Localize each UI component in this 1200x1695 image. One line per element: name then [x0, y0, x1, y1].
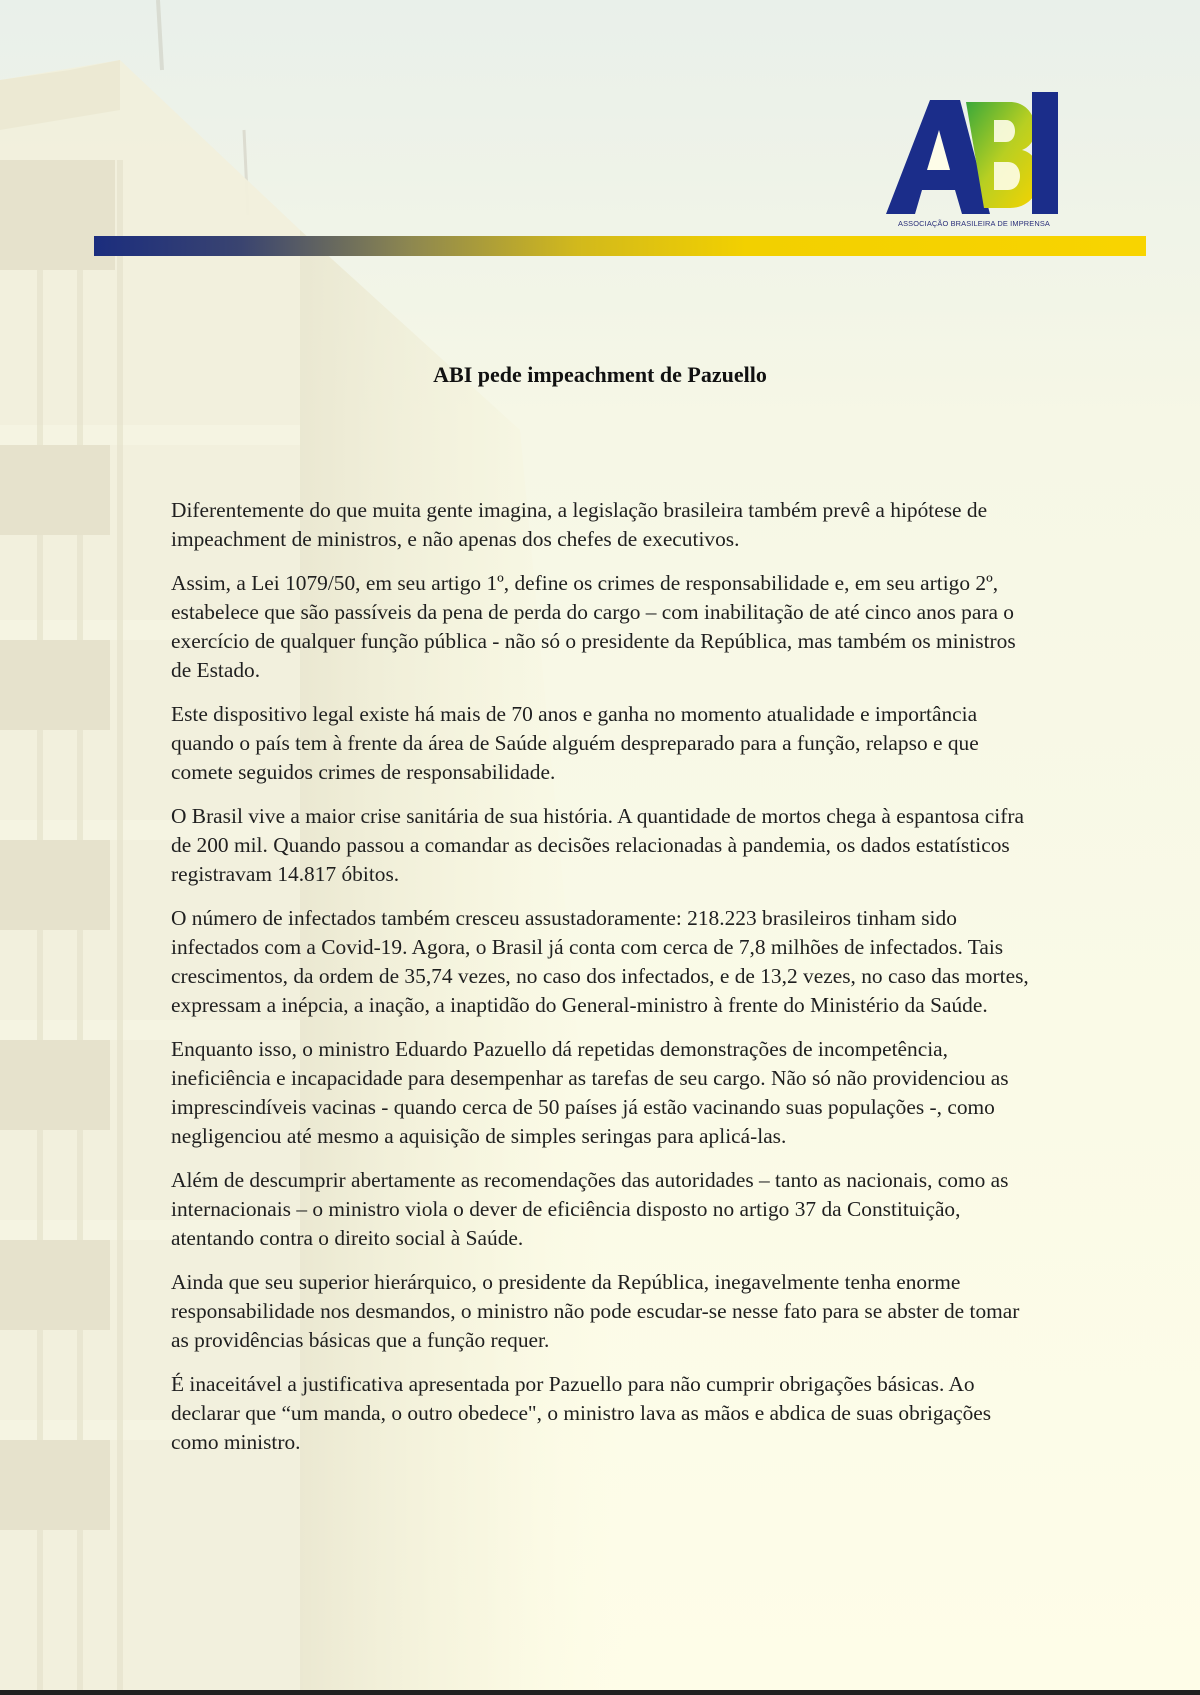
abi-logo-caption: ASSOCIAÇÃO BRASILEIRA DE IMPRENSA: [898, 219, 1050, 228]
paragraph: Além de descumprir abertamente as recomendações das autoridades – tanto as nacionais, como as internacionais – o ministro viola o dever de eficiência disposto no artigo 37 da Constituição, atentando contra o direito social à Saúde.: [171, 1168, 1009, 1250]
abi-logo: [886, 92, 1062, 232]
paragraph: Este dispositivo legal existe há mais de 70 anos e ganha no momento atualidade e importância quando o país tem à frente da área de Saúde alguém despreparado para a função, relapso e que comete seguidos crimes de responsabilidade.: [171, 702, 979, 784]
article-body: [171, 496, 1031, 1472]
paragraph: É inaceitável a justificativa apresentada por Pazuello para não cumprir obrigações básicas. Ao declarar que “um manda, o outro obedece", o ministro lava as mãos e abdica de suas obrigações como ministro.: [171, 1372, 992, 1454]
paragraph: Assim, a Lei 1079/50, em seu artigo 1º, define os crimes de responsabilidade e, em seu artigo 2º, estabelece que são passíveis da pena de perda do cargo – com inabilitação de até cinco anos para o exercício de qualquer função pública - não só o presidente da República, mas também os ministros de Estado.: [171, 571, 1016, 682]
paragraph: O Brasil vive a maior crise sanitária de sua história. A quantidade de mortos chega à espantosa cifra de 200 mil. Quando passou a comandar as decisões relacionadas à pandemia, os dados estatísticos registravam 14.817 óbitos.: [171, 804, 1024, 886]
paragraph: O número de infectados também cresceu assustadoramente: 218.223 brasileiros tinham sido infectados com a Covid-19. Agora, o Brasil já conta com cerca de 7,8 milhões de infectados. Tais crescimentos, da ordem de 35,74 vezes, no caso dos infectados, e de 13,2 vezes, no caso das mortes, expressam a inépcia, a inação, a inaptidão do General-ministro à frente do Ministério da Saúde.: [171, 906, 1029, 1017]
page-bottom-rule: [0, 1690, 1200, 1695]
paragraph: Ainda que seu superior hierárquico, o presidente da República, inegavelmente tenha enorme responsabilidade nos desmandos, o ministro não pode escudar-se nesse fato para se abster de tomar as providências básicas que a função requer.: [171, 1270, 1020, 1352]
paragraph: Enquanto isso, o ministro Eduardo Pazuello dá repetidas demonstrações de incompetência, ineficiência e incapacidade para desempenhar as tarefas de seu cargo. Não só não providenciou as imprescindíveis vacinas - quando cerca de 50 países já estão vacinando suas populações -, como negligenciou até mesmo a aquisição de simples seringas para aplicá-las.: [171, 1037, 1009, 1148]
abi-logo-mark: [886, 92, 1062, 217]
header-color-bar: [94, 236, 1146, 256]
article-title: ABI pede impeachment de Pazuello: [433, 362, 767, 387]
paragraph: Diferentemente do que muita gente imagina, a legislação brasileira também prevê a hipótese de impeachment de ministros, e não apenas dos chefes de executivos.: [171, 498, 988, 551]
